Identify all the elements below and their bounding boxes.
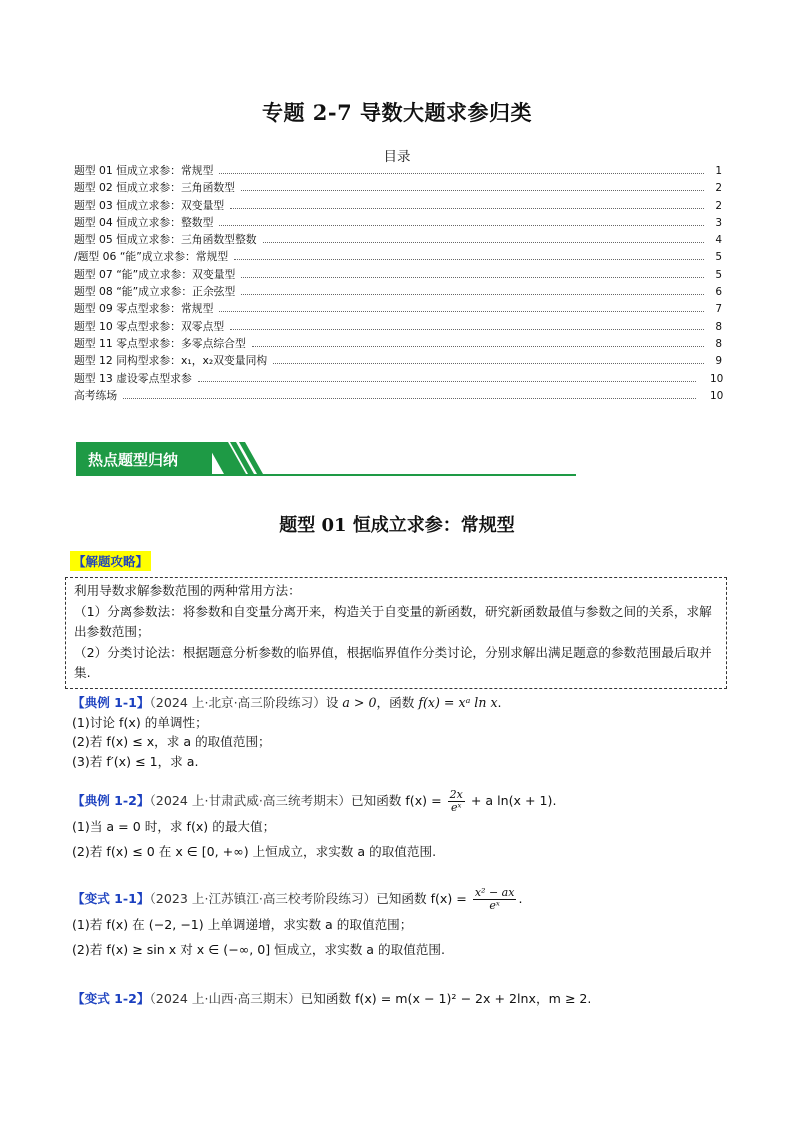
strategy-line: 利用导数求解参数范围的两种常用方法： xyxy=(74,583,301,598)
toc-entry[interactable] xyxy=(74,335,722,352)
toc-leader xyxy=(241,179,704,191)
toc-entry-page: 2 xyxy=(715,182,722,195)
table-of-contents xyxy=(74,162,722,404)
problem-source: （2024 上·北京·高三阶段练习） xyxy=(149,695,326,710)
stem-end: . xyxy=(497,695,502,710)
toc-leader xyxy=(230,197,704,209)
fraction xyxy=(448,789,465,814)
example-tag: 【典例 1-2】 xyxy=(72,793,150,808)
question-item: (2)若 f(x) ≤ x，求 a 的取值范围； xyxy=(72,734,271,749)
problem-stem xyxy=(72,693,732,713)
toc-entry-page: 3 xyxy=(715,216,722,229)
toc-entry-label: 题型 07 “能”成立求参：双变量型 xyxy=(74,267,236,281)
strategy-tag: 【解题攻略】 xyxy=(70,551,151,571)
example-1-2 xyxy=(72,788,732,864)
toc-entry-label: 题型 02 恒成立求参：三角函数型 xyxy=(74,181,235,195)
banner-stripes-icon xyxy=(206,442,336,476)
fraction-denominator: eˣ xyxy=(451,801,462,814)
page-title: 专题 2-7 导数大题求参归类 xyxy=(261,100,533,125)
toc-entry-page: 9 xyxy=(715,355,722,368)
condition: a > 0 xyxy=(342,695,377,710)
toc-entry-page: 7 xyxy=(715,303,722,316)
toc-leader xyxy=(252,335,704,347)
toc-entry-page: 1 xyxy=(715,165,722,177)
stem-text: . xyxy=(518,891,523,906)
toc-leader xyxy=(123,387,696,399)
stem-text: 设 xyxy=(325,695,343,710)
example-tag: 【典例 1-1】 xyxy=(72,695,150,710)
toc-leader xyxy=(241,283,704,295)
toc-entry[interactable] xyxy=(74,179,722,196)
example-tag: 【变式 1-2】 xyxy=(72,991,150,1006)
toc-entry[interactable] xyxy=(74,162,722,179)
toc-entry-label: 题型 01 恒成立求参：常规型 xyxy=(74,164,214,177)
question-item: (2)若 f(x) ≤ 0 在 x ∈ [0, +∞) 上恒成立，求实数 a 的取值范围. xyxy=(72,844,437,859)
toc-entry-label: 题型 05 恒成立求参：三角函数型整数 xyxy=(74,233,257,247)
example-tag: 【变式 1-1】 xyxy=(72,891,150,906)
toc-leader xyxy=(219,300,704,312)
toc-entry-page: 10 xyxy=(710,389,724,402)
toc-leader xyxy=(273,352,704,364)
question-item: (1)当 a = 0 时，求 f(x) 的最大值； xyxy=(72,819,276,834)
problem-source: （2023 上·江苏镇江·高三校考阶段练习） xyxy=(149,891,377,906)
stem-text: 已知函数 f(x) = xyxy=(351,793,446,808)
toc-entry[interactable] xyxy=(74,266,722,283)
banner-label: 热点题型归纳 xyxy=(88,451,179,469)
toc-leader xyxy=(241,266,704,278)
toc-entry[interactable] xyxy=(74,352,722,369)
toc-entry[interactable] xyxy=(74,231,722,248)
toc-entry-label: 题型 11 零点型求参：多零点综合型 xyxy=(74,336,246,350)
toc-entry[interactable] xyxy=(74,318,722,335)
toc-entry-page: 8 xyxy=(715,337,722,350)
toc-entry-page: 6 xyxy=(715,286,722,299)
strategy-line: （1）分离参数法：将参数和自变量分离开来，构造关于自变量的新函数，研究新函数最值与参数之间的关系，求解出参数范围； xyxy=(74,603,712,639)
toc-leader xyxy=(219,162,704,174)
toc-entry-label: 题型 03 恒成立求参：双变量型 xyxy=(74,198,225,212)
strategy-line: （2）分类讨论法：根据题意分析参数的临界值，根据临界值作分类讨论，分别求解出满足题意的参数范围最后取并集. xyxy=(74,644,712,680)
toc-leader xyxy=(219,214,704,226)
toc-entry-label: 题型 08 “能”成立求参：正余弦型 xyxy=(74,285,236,299)
question-item: (2)若 f(x) ≥ sin x 对 x ∈ (−∞, 0] 恒成立，求实数 a 的取值范围. xyxy=(72,942,445,957)
toc-entry[interactable] xyxy=(74,248,722,265)
toc-entry-page: 8 xyxy=(715,320,722,333)
toc-entry-label: 题型 09 零点型求参：常规型 xyxy=(74,302,214,316)
toc-entry-label: 题型 13 虚设零点型求参 xyxy=(74,371,192,385)
toc-leader xyxy=(230,318,704,330)
toc-heading: 目录 xyxy=(383,149,411,165)
toc-leader xyxy=(198,370,696,382)
toc-entry-label: /题型 06 “能”成立求参：常规型 xyxy=(74,250,229,264)
toc-entry[interactable] xyxy=(74,370,722,387)
stem-text: 已知函数 f(x) = m(x − 1)² − 2x + 2lnx，m ≥ 2. xyxy=(300,991,592,1006)
toc-entry-label: 题型 12 同构型求参：x₁，x₂双变量同构 xyxy=(74,354,268,368)
variant-1-2 xyxy=(72,989,732,1009)
section-banner xyxy=(76,442,576,477)
toc-entry-label: 高考练场 xyxy=(74,388,118,402)
problem-source: （2024 上·甘肃武威·高三统考期末） xyxy=(149,793,351,808)
example-1-1 xyxy=(72,693,732,771)
toc-entry-page: 5 xyxy=(715,251,722,264)
question-item: (3)若 f′(x) ≤ 1，求 a. xyxy=(72,753,199,769)
problem-stem xyxy=(72,989,732,1009)
fraction xyxy=(473,887,517,912)
question-item: (1)讨论 f(x) 的单调性； xyxy=(72,714,208,730)
banner-underline xyxy=(76,474,576,476)
strategy-box xyxy=(65,577,727,689)
fraction-numerator: x² − ax xyxy=(474,886,515,899)
toc-entry-label: 题型 04 恒成立求参：整数型 xyxy=(74,215,214,229)
toc-entry-page: 10 xyxy=(710,372,724,385)
question-item: (1)若 f(x) 在 (−2, −1) 上单调递增，求实数 a 的取值范围； xyxy=(72,917,413,932)
stem-text: ，函数 xyxy=(376,695,419,710)
stem-text: + a ln(x + 1). xyxy=(466,793,557,808)
toc-entry[interactable] xyxy=(74,387,722,404)
problem-stem xyxy=(72,886,732,912)
problem-source: （2024 上·山西·高三期末） xyxy=(149,991,301,1006)
toc-leader xyxy=(263,231,704,243)
fraction-numerator: 2x xyxy=(449,788,463,801)
fraction-denominator: eˣ xyxy=(489,899,500,912)
stem-text: 已知函数 f(x) = xyxy=(376,891,471,906)
toc-entry-page: 2 xyxy=(715,199,722,212)
variant-1-1 xyxy=(72,886,732,962)
toc-entry[interactable] xyxy=(74,214,722,231)
function-formula: f(x) = xᵃ ln x xyxy=(418,695,498,710)
toc-leader xyxy=(234,248,704,260)
toc-entry-page: 4 xyxy=(715,234,722,247)
problem-stem xyxy=(72,788,732,814)
section-title: 题型 01 恒成立求参：常规型 xyxy=(279,515,515,536)
toc-entry[interactable] xyxy=(74,300,722,317)
toc-entry[interactable] xyxy=(74,197,722,214)
toc-entry-page: 5 xyxy=(715,268,722,281)
toc-entry[interactable] xyxy=(74,283,722,300)
toc-entry-label: 题型 10 零点型求参：双零点型 xyxy=(74,319,225,333)
